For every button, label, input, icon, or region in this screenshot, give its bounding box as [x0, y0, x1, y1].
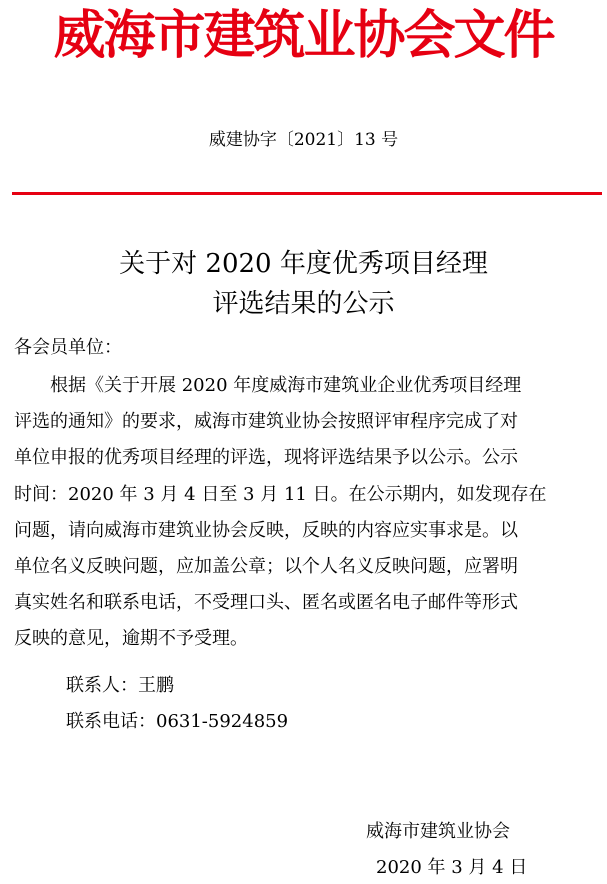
- contact-person: 联系人：王鹏: [66, 675, 174, 696]
- red-divider-line: [12, 192, 602, 195]
- masthead-title: 威海市建筑业协会文件: [53, 6, 554, 66]
- body-text-line-5: 问题，请向威海市建筑业协会反映，反映的内容应实事求是。以: [14, 520, 518, 541]
- body-text-line-6: 单位名义反映问题，应加盖公章；以个人名义反映问题，应署明: [14, 556, 518, 577]
- document-number: 威建协字〔2021〕13 号: [208, 130, 399, 150]
- body-text-line-2: 评选的通知》的要求，威海市建筑业协会按照评审程序完成了对: [14, 411, 518, 432]
- body-text-line-3: 单位申报的优秀项目经理的评选，现将评选结果予以公示。公示: [14, 447, 518, 468]
- signature-date: 2020 年 3 月 4 日: [376, 857, 528, 878]
- body-text-line-7: 真实姓名和联系电话，不受理口头、匿名或匿名电子邮件等形式: [14, 592, 518, 613]
- body-text-line-4: 时间：2020 年 3 月 4 日至 3 月 11 日。在公示期内，如发现存在: [14, 484, 547, 505]
- body-text-line-8: 反映的意见，逾期不予受理。: [14, 628, 248, 649]
- notice-title-line-2: 评选结果的公示: [212, 289, 395, 319]
- body-text-line-1: 根据《关于开展 2020 年度威海市建筑业企业优秀项目经理: [50, 375, 522, 396]
- notice-title-line-1: 关于对 2020 年度优秀项目经理: [119, 249, 488, 279]
- contact-phone: 联系电话：0631-5924859: [66, 711, 289, 732]
- salutation: 各会员单位：: [14, 337, 122, 358]
- signature-organization: 威海市建筑业协会: [366, 821, 510, 842]
